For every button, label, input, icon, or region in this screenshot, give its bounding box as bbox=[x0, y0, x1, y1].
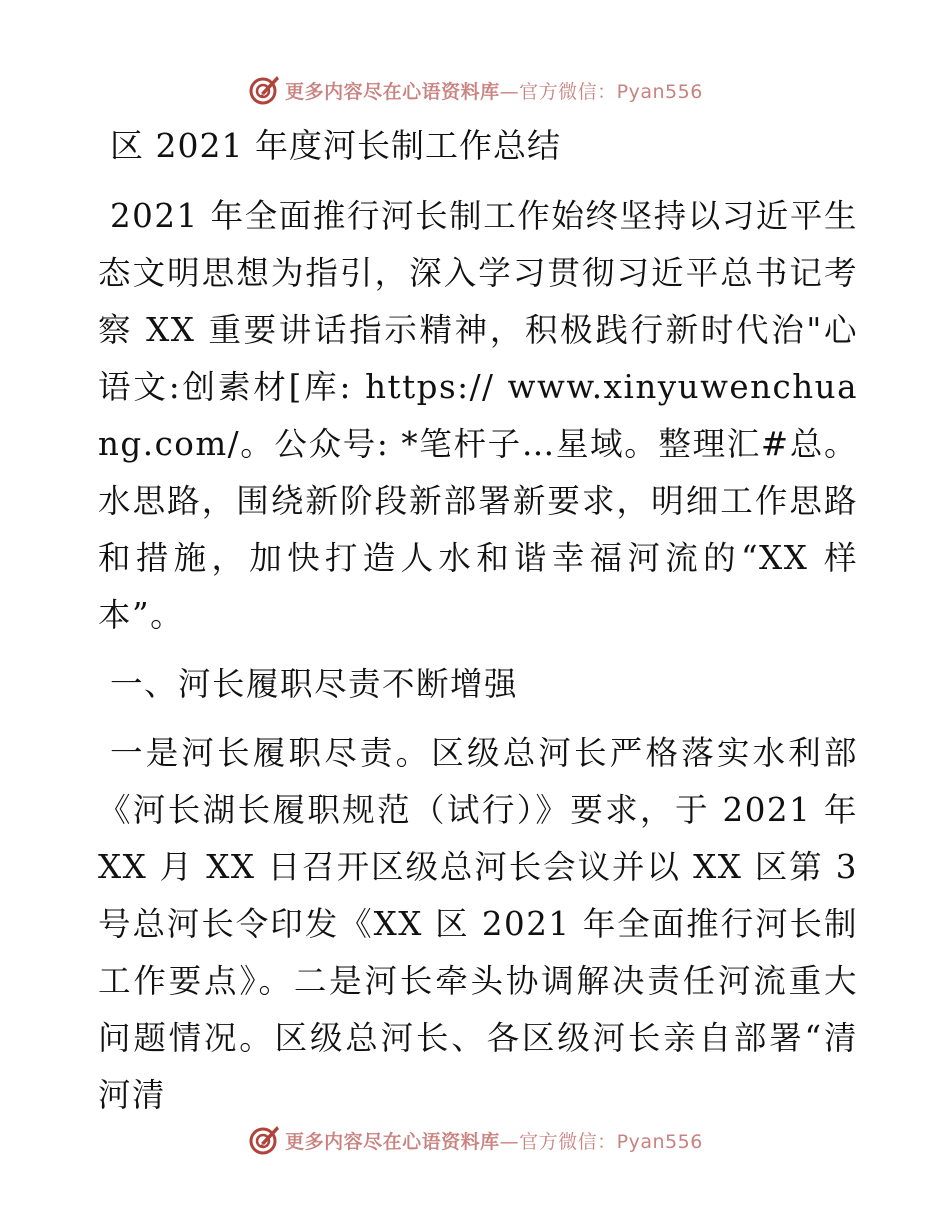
pen-logo-icon bbox=[247, 73, 281, 107]
document-title: 区 2021 年度河长制工作总结 bbox=[110, 126, 561, 165]
section-heading: 一、河长履职尽责不断增强 bbox=[110, 665, 519, 703]
intro-paragraph: 2021 年全面推行河长制工作始终坚持以习近平生态文明思想为指引，深入学习贯彻习近平总书记考察 XX 重要讲话指示精神，积极践行新时代治"心语文:创素材[库: https:// www.xinyuwenchuang.com/。公众号: *笔杆子…星域。整理汇#总。水思路，围绕新阶段新部署新要求，明细工作思路和措施，加快打造人水和谐幸福河流的“XX 样本”。 bbox=[98, 197, 858, 634]
document-body bbox=[98, 118, 858, 1124]
watermark-text: 更多内容尽在心语资料库—官方微信：Pyan556 bbox=[285, 1130, 703, 1153]
watermark-content bbox=[247, 73, 703, 107]
watermark-banner-bottom bbox=[0, 1120, 950, 1160]
section-body-paragraph: 一是河长履职尽责。区级总河长严格落实水利部《河长湖长履职规范（试行）》要求，于 2021 年 XX 月 XX 日召开区级总河长会议并以 XX 区第 3 号总河长令印发《XX 区 2021 年全面推行河长制工作要点》。二是河长牵头协调解决责任河流重大问题情况。区级总河长、各区级河长亲自部署“清河清 bbox=[98, 734, 858, 1114]
watermark-content bbox=[247, 1123, 703, 1157]
watermark-text: 更多内容尽在心语资料库—官方微信：Pyan556 bbox=[285, 80, 703, 103]
watermark-banner-top bbox=[0, 70, 950, 110]
pen-logo-icon bbox=[247, 1123, 281, 1157]
